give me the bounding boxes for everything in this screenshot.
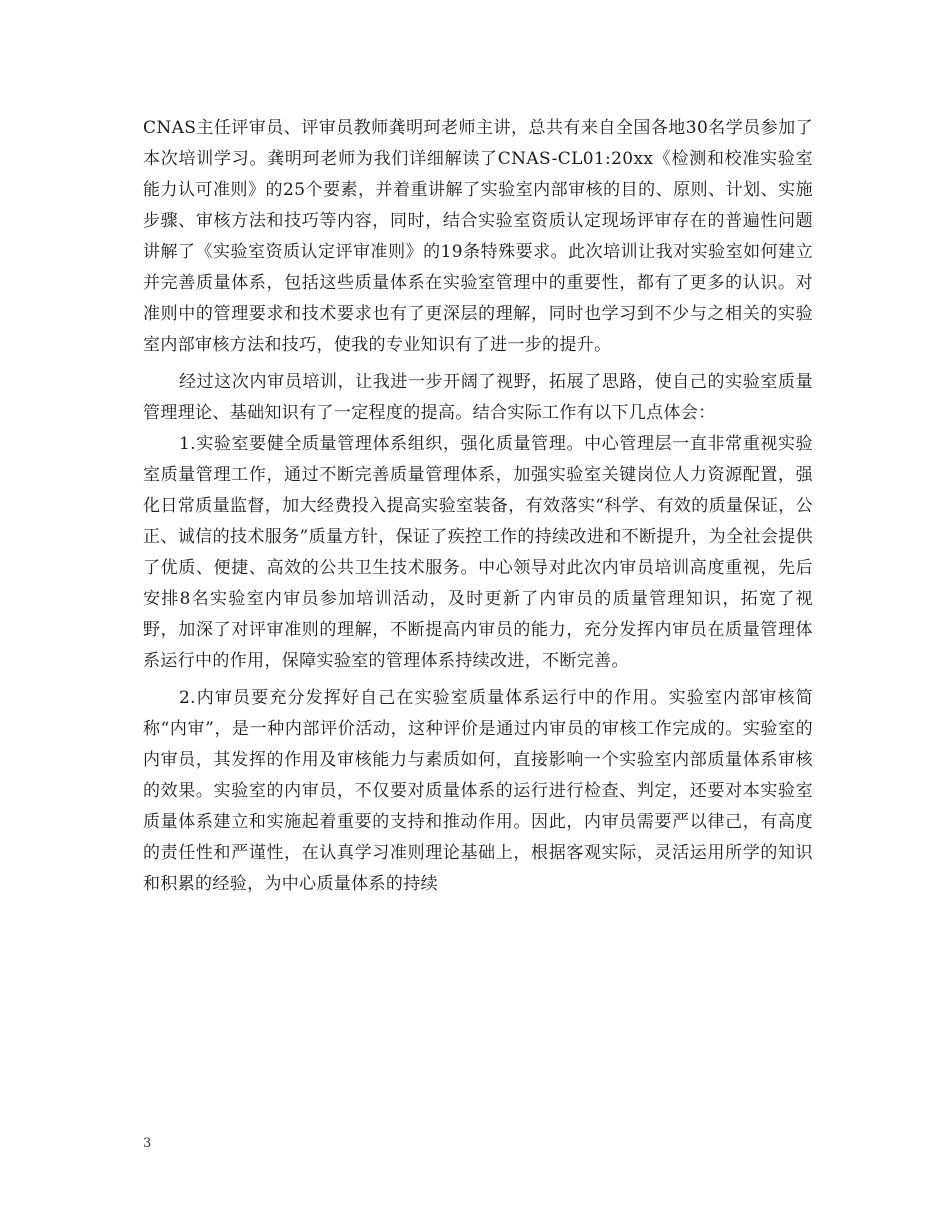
paragraph-point-2: 2.内审员要充分发挥好自己在实验室质量体系运行中的作用。实验室内部审核简称“内审”，是一种内部评价活动，这种评价是通过内审员的审核工作完成的。实验室的内审员，其发挥的作用及审核能力与素质如何，直接影响一个实验室内部质量体系审核的效果。实验室的内审员，不仅要对质量体系的运行进行检查、判定，还要对本实验室质量体系建立和实施起着重要的支持和推动作用。因此，内审员需要严以律己，有高度的责任性和严谨性，在认真学习准则理论基础上，根据客观实际，灵活运用所学的知识和积累的经验，为中心质量体系的持续 (143, 688, 813, 894)
body-text (143, 113, 813, 900)
paragraph-point-1: 1.实验室要健全质量管理体系组织，强化质量管理。中心管理层一直非常重视实验室质量管理工作，通过不断完善质量管理体系，加强实验室关键岗位人力资源配置，强化日常质量监督，加大经费投入提高实验室装备，有效落实“科学、有效的质量保证，公正、诚信的技术服务”质量方针，保证了疾控工作的持续改进和不断提升，为全社会提供了优质、便捷、高效的公共卫生技术服务。中心领导对此次内审员培训高度重视，先后安排8名实验室内审员参加培训活动，及时更新了内审员的质量管理知识，拓宽了视野，加深了对评审准则的理解，不断提高内审员的能力，充分发挥内审员在质量管理体系运行中的作用，保障实验室的管理体系持续改进，不断完善。 (143, 434, 813, 671)
paragraph-training-intro: CNAS主任评审员、评审员教师龚明珂老师主讲，总共有来自全国各地30名学员参加了本次培训学习。龚明珂老师为我们详细解读了CNAS-CL01:20xx《检测和校准实验室能力认可准则》的25个要素，并着重讲解了实验室内部审核的目的、原则、计划、实施步骤、审核方法和技巧等内容，同时，结合实验室资质认定现场评审存在的普遍性问题讲解了《实验室资质认定评审准则》的19条特殊要求。此次培训让我对实验室如何建立并完善质量体系，包括这些质量体系在实验室管理中的重要性，都有了更多的认识。对准则中的管理要求和技术要求也有了更深层的理解，同时也学习到不少与之相关的实验室内部审核方法和技巧，使我的专业知识有了进一步的提升。 (143, 118, 813, 355)
page-number: 3 (143, 1136, 152, 1151)
paragraph-experience-summary: 经过这次内审员培训，让我进一步开阔了视野，拓展了思路，使自己的实验室质量管理理论、基础知识有了一定程度的提高。结合实际工作有以下几点体会： (143, 372, 813, 423)
